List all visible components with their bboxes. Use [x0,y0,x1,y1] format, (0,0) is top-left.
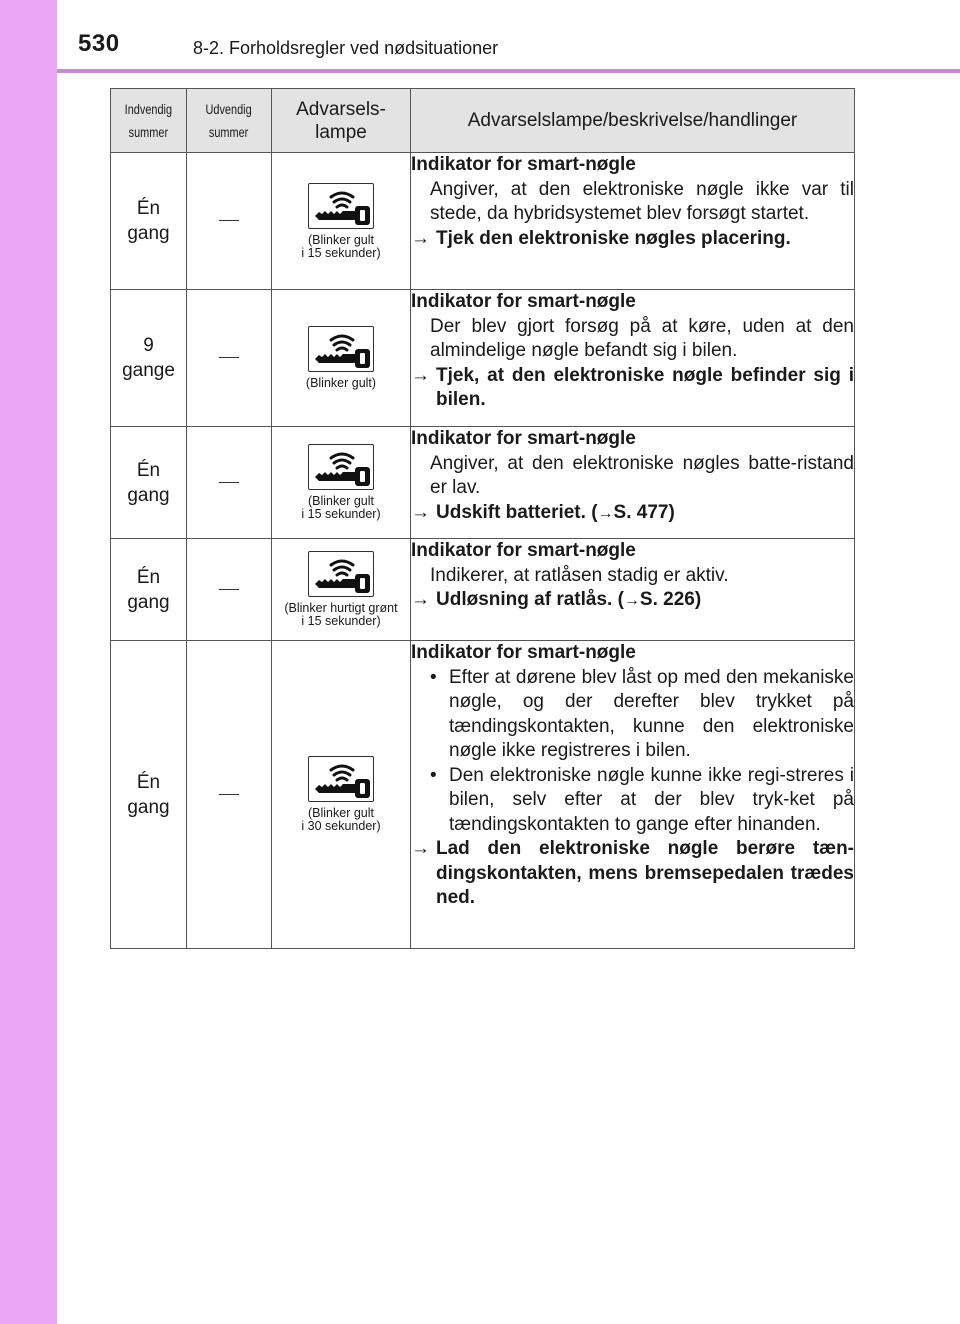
indicator-title: Indikator for smart-nøgle [411,154,636,175]
table-row [111,290,855,427]
indicator-title: Indikator for smart-nøgle [411,291,636,312]
indicator-body: Angiver, at den elektroniske nøgles batte-ristand er lav. [430,452,854,498]
page-reference-link[interactable]: S. 226) [639,589,702,610]
header-indoor-buzzer: Indvendig summer [111,89,187,153]
bullet-list [411,666,854,838]
outdoor-buzzer-none [187,290,272,427]
description-cell [411,290,855,427]
list-item: • Efter at dørene blev låst op med den mekaniske nøgle, og der derefter blev trykket på tændingskontakten, kunne den elektroniske nøgle ikke registreres i bilen. [430,666,854,761]
arrow-icon: → [411,501,430,523]
outdoor-buzzer-none [187,641,272,949]
indoor-buzzer-count: 9 gange [111,290,187,427]
description-cell [411,539,855,641]
dash-mark [219,482,239,483]
indicator-title: Indikator for smart-nøgle [411,428,636,449]
arrow-icon: → [411,364,430,386]
dash-mark [219,589,239,590]
arrow-icon: → [411,589,430,610]
warning-lamp-cell [272,539,411,641]
header-description: Advarselslampe/beskrivelse/handlinger [411,89,855,153]
warning-lamp-cell [272,290,411,427]
arrow-icon: → [411,838,430,859]
indicator-title: Indikator for smart-nøgle [411,540,636,561]
smart-key-icon [308,551,374,597]
table-row [111,641,855,949]
ref-arrow-icon: → [623,592,640,609]
outdoor-buzzer-none [187,427,272,539]
smart-key-icon [308,444,374,490]
page-reference-link[interactable]: S. 477) [613,501,675,523]
lamp-caption: (Blinker gult i 30 sekunder) [301,806,381,833]
lamp-caption: (Blinker gult i 15 sekunder) [301,232,381,260]
header-warning-lamp: Advarsels- lampe [272,89,411,153]
table-header-row [111,89,855,153]
dash-mark [219,220,239,221]
indicator-body: Angiver, at den elektroniske nøgle ikke var til stede, da hybridsystemet blev forsøgt startet. [430,178,854,224]
indicator-body: Der blev gjort forsøg på at køre, uden at den almindelige nøgle befandt sig i bilen. [430,315,854,361]
indoor-buzzer-count: Én gang [111,641,187,949]
section-title: 8-2. Forholdsregler ved nødsituationer [193,38,499,58]
arrow-icon: → [411,227,430,249]
table-row [111,427,855,539]
warning-lamp-cell [272,427,411,539]
description-cell [411,641,855,949]
dash-mark [219,357,239,358]
ref-arrow-icon: → [597,504,614,522]
page-number: 530 [78,30,120,57]
indicator-body: Indikerer, at ratlåsen stadig er aktiv. [430,564,729,586]
action-line: → Udløsning af ratlås. (→S. 226) [411,588,854,614]
smart-key-icon [308,756,374,802]
indoor-buzzer-count: Én gang [111,539,187,641]
side-color-strip [0,0,57,1324]
table-row [111,153,855,290]
header-outdoor-buzzer: Udvendig summer [187,89,272,153]
description-cell [411,427,855,539]
list-item: • Den elektroniske nøgle kunne ikke regi-streres i bilen, selv efter at der blev tryk-ket på tændingskontakten to gange efter hinanden. [430,764,854,835]
action-line: → Tjek den elektroniske nøgles placering. [411,227,854,252]
action-line: → Udskift batteriet. (→S. 477) [411,501,854,527]
dash-mark [219,794,239,795]
indoor-buzzer-count: Én gang [111,427,187,539]
action-line: → Tjek, at den elektroniske nøgle befinder sig i bilen. [411,364,854,413]
lamp-caption: (Blinker hurtigt grønt i 15 sekunder) [284,601,398,628]
outdoor-buzzer-none [187,153,272,290]
smart-key-icon [308,326,374,372]
table-row [111,539,855,641]
indoor-buzzer-count: Én gang [111,153,187,290]
smart-key-icon [308,183,374,229]
header-rule [57,69,960,73]
lamp-caption: (Blinker gult i 15 sekunder) [301,494,381,521]
description-cell [411,153,855,290]
action-line: → Lad den elektroniske nøgle berøre tæn-dingskontakten, mens bremsepedalen trædes ned. [411,837,854,911]
lamp-caption: (Blinker gult) [305,376,377,390]
warning-lamp-cell [272,641,411,949]
outdoor-buzzer-none [187,539,272,641]
warning-lamp-cell [272,153,411,290]
warning-table [110,88,855,949]
indicator-title: Indikator for smart-nøgle [411,642,636,663]
